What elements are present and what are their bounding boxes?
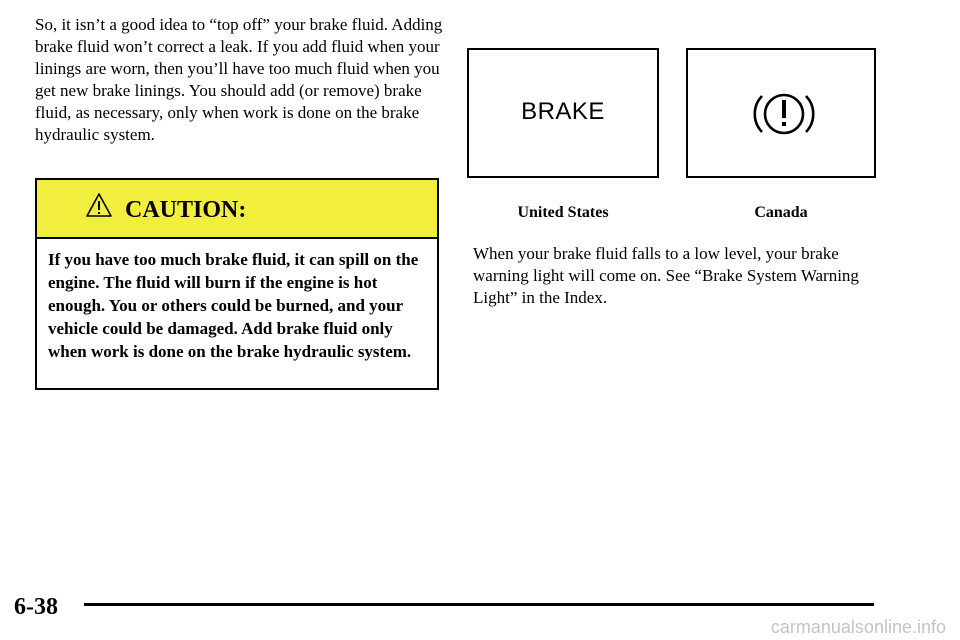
caution-box <box>35 178 439 390</box>
brake-lamp-canada <box>686 48 876 178</box>
caution-header <box>37 180 437 239</box>
caution-title: CAUTION: <box>125 197 247 223</box>
warning-paragraph: When your brake fluid falls to a low level, your brake warning light will come on. See “Brake System Warning Light” in the Index. <box>473 244 859 307</box>
page-number: 6-38 <box>14 594 58 620</box>
intro-paragraph: So, it isn’t a good idea to “top off” your brake fluid. Adding brake fluid won’t correct a leak. If you add fluid when your linings are worn, then you’ll have too much fluid when you get new brake linings. You should add (or remove) brake fluid, as necessary, only when work is done on the brake hydraulic system. <box>35 15 443 144</box>
watermark: carmanualsonline.info <box>770 617 946 637</box>
brake-lamp-text: BRAKE <box>521 98 605 125</box>
caption-canada: Canada <box>754 204 808 221</box>
caution-body: If you have too much brake fluid, it can spill on the engine. The fluid will burn if the engine is hot enough. You or others could be burned, and your vehicle could be damaged. Add brake fluid only when work is done on the brake hydraulic system. <box>48 250 419 361</box>
footer-rule <box>84 603 874 606</box>
brake-warning-icon <box>752 88 816 140</box>
warning-triangle-icon <box>85 192 113 218</box>
caption-us: United States <box>517 204 609 221</box>
brake-lamp-us <box>467 48 659 178</box>
